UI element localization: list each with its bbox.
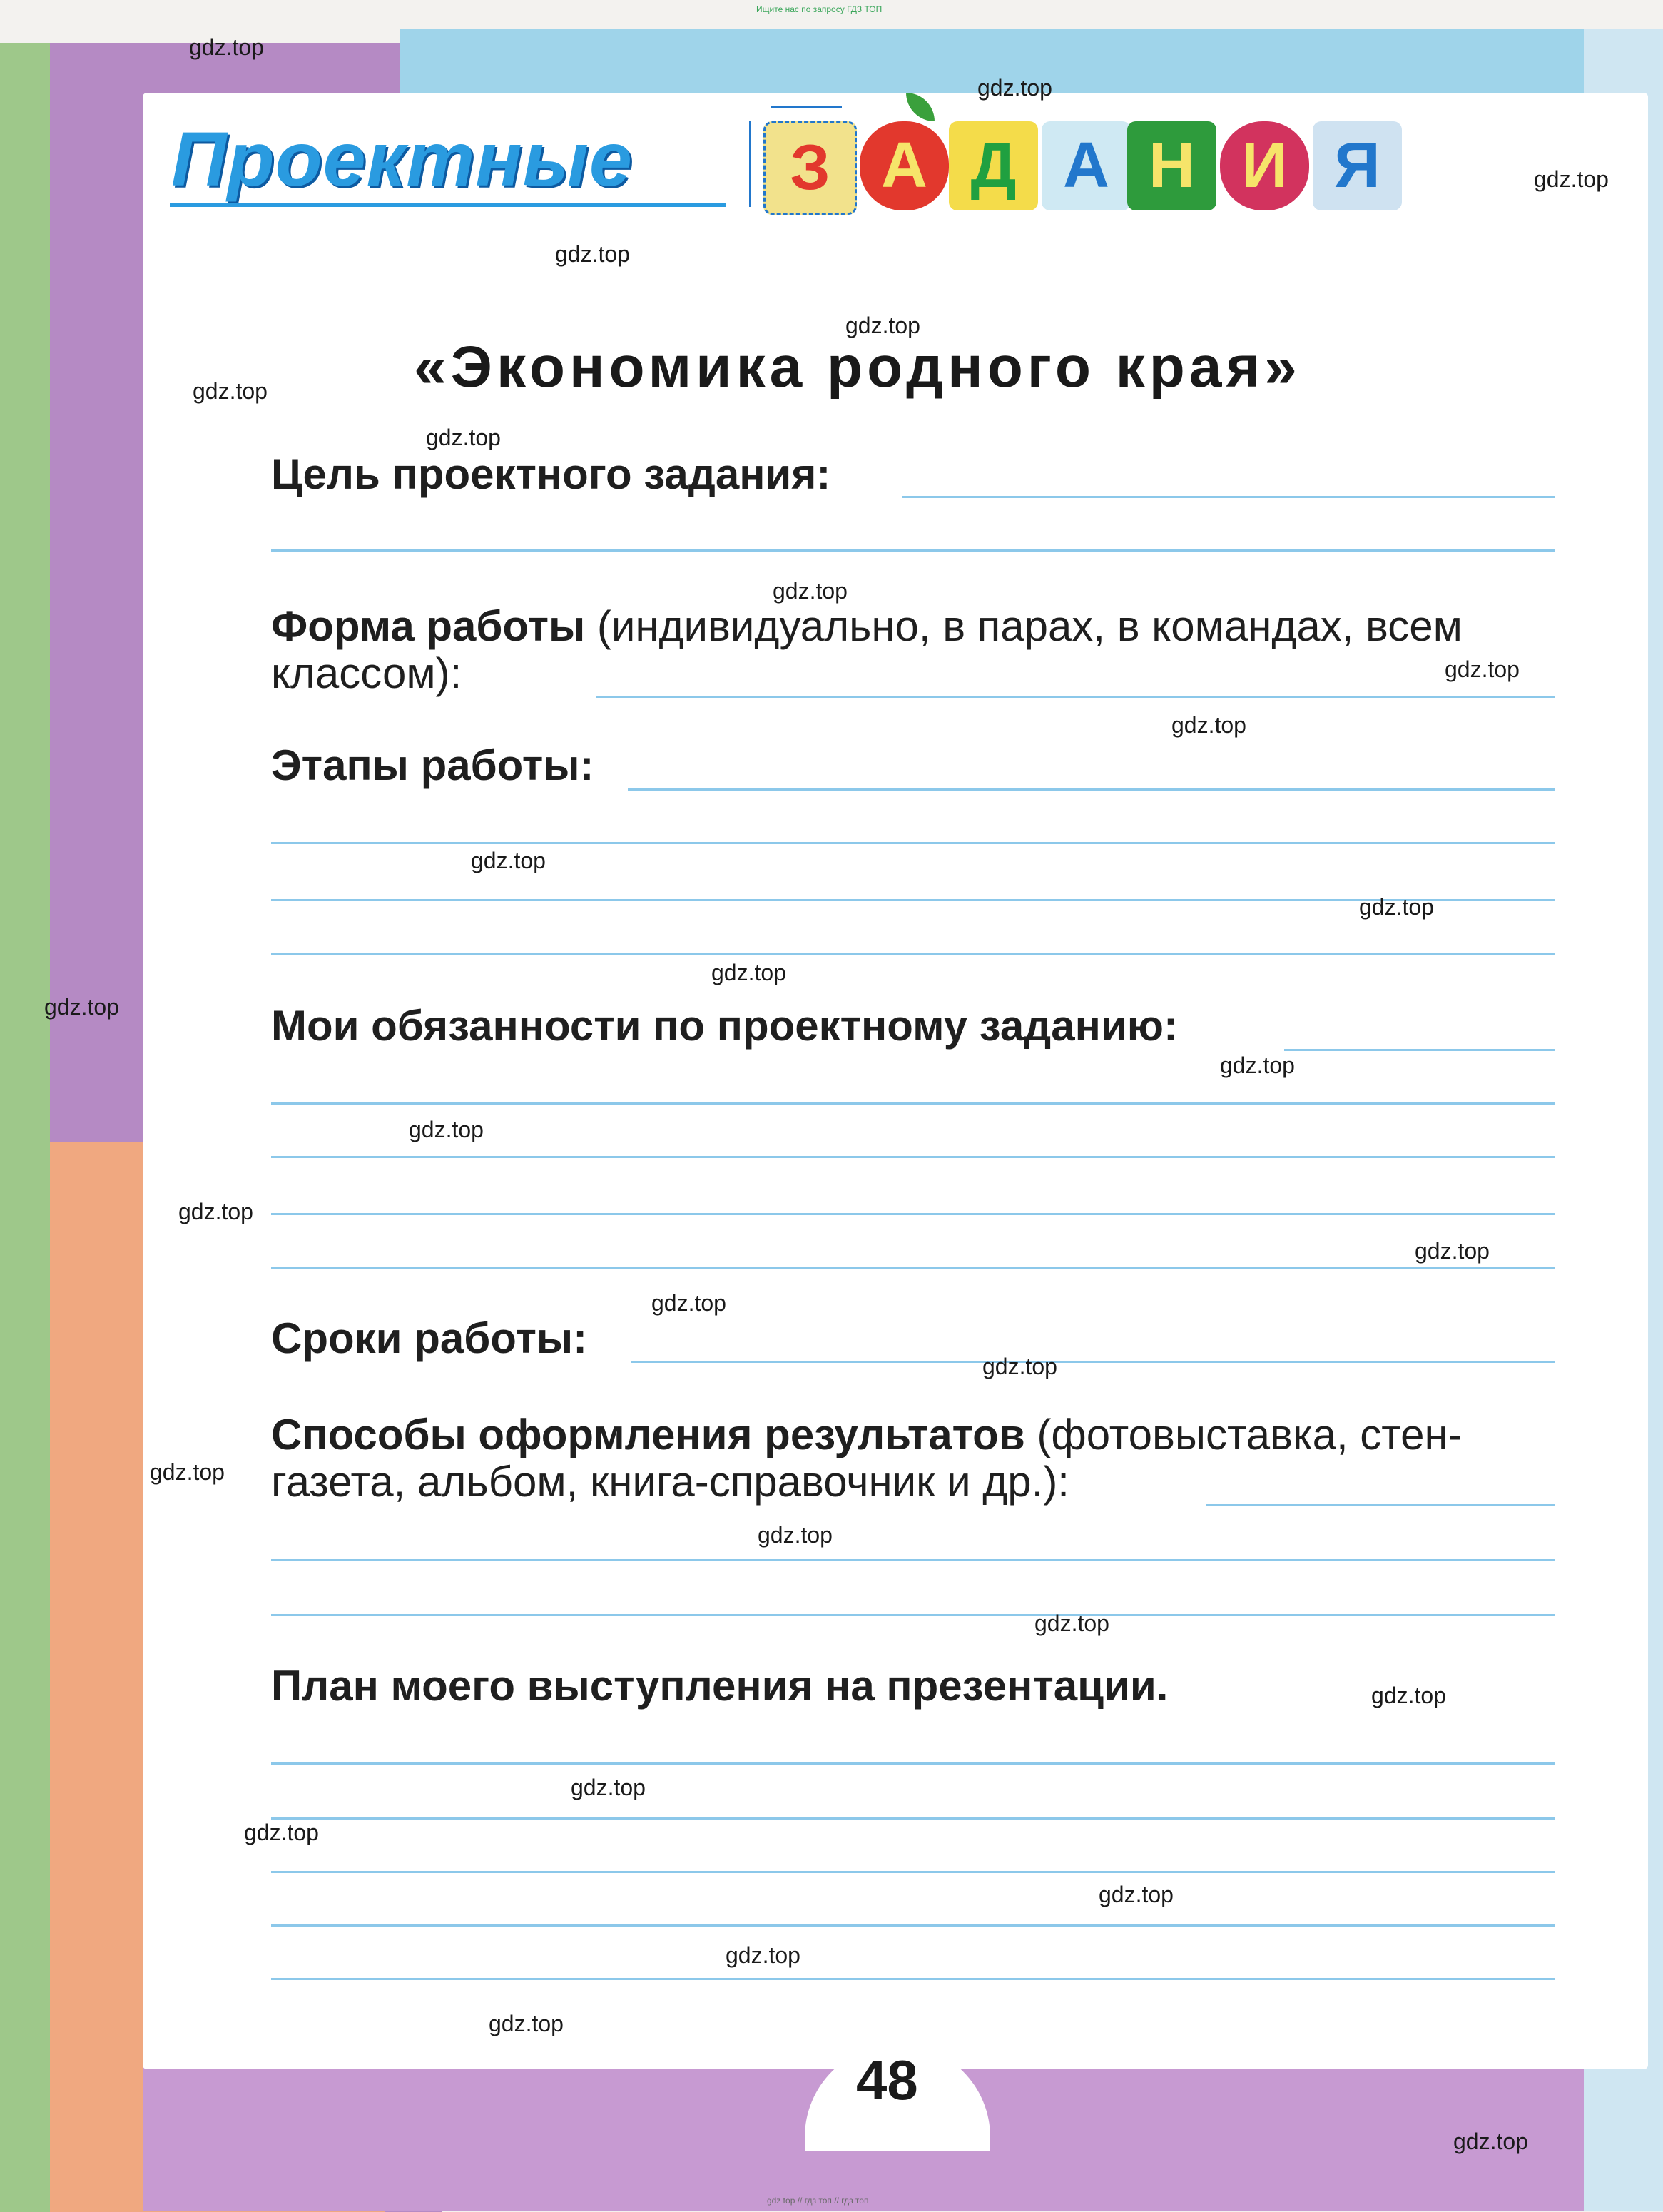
answer-line[interactable] — [271, 1156, 1555, 1158]
answer-line[interactable] — [271, 1924, 1555, 1927]
header-letter-tile: А — [1042, 121, 1131, 210]
answer-line[interactable] — [271, 1762, 1555, 1765]
watermark: gdz.top — [1371, 1683, 1446, 1708]
watermark: gdz.top — [426, 425, 501, 450]
methods-label: Способы оформления результатов (фотовыставка, стен-газета, альбом, книга-справочник и др.): — [271, 1411, 1463, 1506]
header-letter-tile: З — [763, 121, 857, 215]
answer-line[interactable] — [271, 549, 1555, 552]
header-letter-tile: А — [860, 121, 949, 210]
watermark: gdz.top — [555, 241, 630, 267]
answer-line[interactable] — [596, 696, 1555, 698]
watermark: gdz.top — [571, 1775, 646, 1800]
answer-line[interactable] — [271, 1102, 1555, 1105]
watermark: gdz.top — [773, 578, 848, 604]
stages-label: Этапы работы: — [271, 741, 594, 789]
watermark: gdz.top — [1171, 712, 1246, 738]
page-spine — [0, 43, 50, 2212]
page-title: «Экономика родного края» — [414, 335, 1301, 400]
form-label: Форма работы (индивидуально, в парах, в командах, всем классом): — [271, 602, 1463, 697]
answer-line[interactable] — [271, 1559, 1555, 1561]
answer-line[interactable] — [902, 496, 1555, 498]
bottom-note: gdz top // гдз топ // гдз топ — [767, 2196, 869, 2206]
watermark: gdz.top — [1099, 1882, 1174, 1907]
goal-label: Цель проектного задания: — [271, 450, 831, 498]
watermark: gdz.top — [1415, 1238, 1490, 1264]
answer-line[interactable] — [271, 953, 1555, 955]
plan-label: План моего выступления на презентации. — [271, 1662, 1169, 1710]
deadlines-label: Сроки работы: — [271, 1314, 588, 1362]
watermark: gdz.top — [244, 1820, 319, 1845]
duties-label: Мои обязанности по проектному заданию: — [271, 1002, 1178, 1050]
watermark: gdz.top — [471, 848, 546, 873]
watermark: gdz.top — [982, 1354, 1057, 1379]
ruler-horizontal-icon — [771, 106, 842, 108]
watermark: gdz.top — [726, 1942, 800, 1968]
watermark: gdz.top — [1220, 1052, 1295, 1078]
header-letter-tile: Н — [1127, 121, 1216, 210]
watermark: gdz.top — [711, 960, 786, 985]
header-letter-tile: Д — [949, 121, 1038, 210]
answer-line[interactable] — [628, 788, 1555, 791]
page-number: 48 — [856, 2049, 918, 2111]
watermark: gdz.top — [1453, 2129, 1528, 2154]
answer-line[interactable] — [271, 1614, 1555, 1616]
answer-line[interactable] — [1284, 1049, 1555, 1051]
watermark: gdz.top — [150, 1459, 225, 1485]
watermark: gdz.top — [1034, 1610, 1109, 1636]
watermark: gdz.top — [1359, 894, 1434, 920]
top-note: Ищите нас по запросу ГДЗ ТОП — [756, 4, 883, 14]
watermark: gdz.top — [489, 2011, 564, 2036]
watermark: gdz.top — [758, 1522, 833, 1548]
ruler-vertical-icon — [749, 121, 751, 207]
answer-line[interactable] — [271, 842, 1555, 844]
watermark: gdz.top — [44, 994, 119, 1020]
answer-line[interactable] — [271, 1213, 1555, 1215]
header-letter-tile: И — [1220, 121, 1309, 210]
watermark: gdz.top — [651, 1290, 726, 1316]
watermark: gdz.top — [189, 34, 264, 60]
answer-line[interactable] — [271, 1267, 1555, 1269]
watermark: gdz.top — [409, 1117, 484, 1142]
answer-line[interactable] — [631, 1361, 1555, 1363]
answer-line[interactable] — [271, 1817, 1555, 1820]
header-letter-tile: Я — [1313, 121, 1402, 210]
header-underline — [170, 203, 726, 207]
watermark: gdz.top — [1445, 656, 1520, 682]
header-word: Проектные — [171, 116, 633, 202]
answer-line[interactable] — [271, 1871, 1555, 1873]
watermark: gdz.top — [1534, 166, 1609, 192]
answer-line[interactable] — [271, 1978, 1555, 1980]
watermark: gdz.top — [845, 313, 920, 338]
watermark: gdz.top — [193, 378, 268, 404]
watermark: gdz.top — [977, 75, 1052, 101]
watermark: gdz.top — [178, 1199, 253, 1224]
answer-line[interactable] — [1206, 1504, 1555, 1506]
